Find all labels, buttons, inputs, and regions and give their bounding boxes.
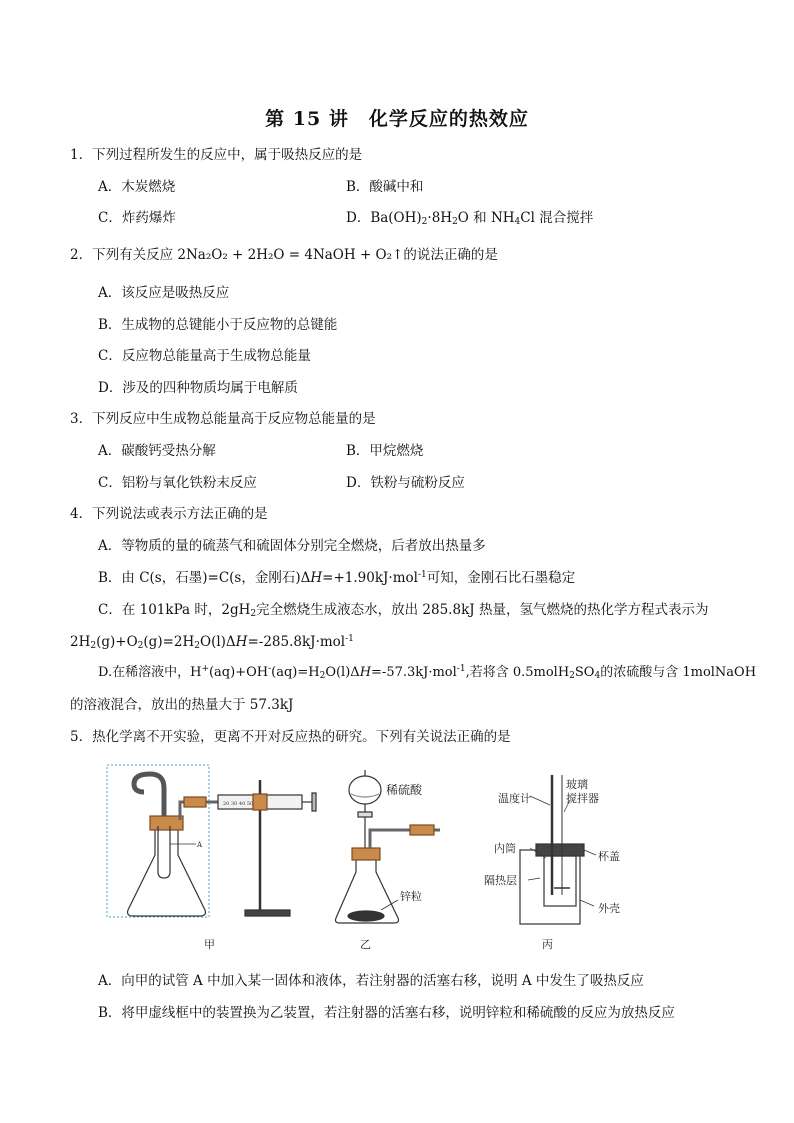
q2-equation: 2Na₂O₂ + 2H₂O = 4NaOH + O₂↑ [177,247,404,263]
q1-option-b: B．酸碱中和 [346,179,424,195]
syringe-stand [218,780,316,916]
label-insulation: 隔热层 [484,874,517,887]
separatory-funnel [349,776,381,804]
q3-option-a: A．碳酸钙受热分解 [98,443,216,459]
q4-option-c-line2: $2H_2(g)+O_2(g)=2H_2O(l)\Delta H=-285.8kJ\cdot mol^{-1}$ [70,634,354,651]
label-lid: 杯盖 [598,850,620,863]
label-zinc: 锌粒 [400,890,422,903]
q2-option-d: D．涉及的四种物质均属于电解质 [98,380,298,396]
q2-stem: 2．下列有关反应 2Na₂O₂ + 2H₂O = 4NaOH + O₂↑的说法正确的是 [70,247,498,263]
q5-option-b: B．将甲虚线框中的装置换为乙装置，若注射器的活塞右移，说明锌粒和稀硫酸的反应为放热反应 [98,1005,675,1021]
label-stirrer-2: 搅拌器 [566,792,599,805]
q3-option-b: B．甲烷燃烧 [346,443,424,459]
label-thermometer: 温度计 [498,792,531,805]
q4-option-b: B．由 C(s，石墨)=C(s，金刚石)ΔH=+1.90kJ·mol$^{-1}$可知，金刚石比石墨稳定 [98,570,576,586]
stand-base [245,910,290,916]
label-shell: 外壳 [598,902,620,915]
apparatus-jia [107,765,218,917]
caption-yi: 乙 [360,938,371,951]
outer-shell [520,850,580,924]
test-tube-a [158,826,170,878]
q4-stem: 4．下列说法或表示方法正确的是 [70,506,268,522]
label-a: A [197,841,203,849]
q1-stem: 1．下列过程所发生的反应中，属于吸热反应的是 [70,147,363,163]
caption-jia: 甲 [204,938,215,951]
inner-cup [544,856,576,906]
q1-option-d: D．$Ba(OH)_2\cdot 8H_2O$ 和 $NH_4Cl$ 混合搅拌 [346,210,594,227]
q4-option-d-line1: D.在稀溶液中，$H^+(aq)+OH^-(aq)=H_2O(l)\Delta H=-57.3kJ\cdot mol^{-1}$,若将含 $0.5molH_2SO_4$的浓硫酸与含 1molNaOH [98,664,757,681]
page-title: 第 15 讲 化学反应的热效应 [265,108,529,130]
q2-option-a: A．该反应是吸热反应 [98,285,230,301]
q5-stem: 5．热化学离不开实验，更离不开对反应热的研究。下列有关说法正确的是 [70,729,511,745]
zinc-granules [348,911,384,921]
q4-option-c-line1: C．在 101kPa 时，$2gH_2$完全燃烧生成液态水，放出 285.8kJ 热量，氢气燃烧的热化学方程式表示为 [98,602,709,619]
q3-option-c: C．铝粉与氧化铁粉末反应 [98,475,257,491]
conical-flask [128,830,206,916]
label-dilute-acid: 稀硫酸 [386,783,423,797]
q2-option-c: C．反应物总能量高于生成物总能量 [98,348,311,364]
label-inner: 内筒 [494,842,516,855]
q1-option-a: A．木炭燃烧 [98,179,176,195]
cup-lid [536,844,584,856]
q4-option-a: A．等物质的量的硫蒸气和硫固体分别完全燃烧，后者放出热量多 [98,538,486,554]
stopper [150,816,183,830]
q4-option-d-line2: 的溶液混合，放出的热量大于 57.3kJ [70,697,294,713]
caption-bing: 丙 [542,938,553,951]
q2-option-b: B．生成物的总键能小于反应物的总键能 [98,317,338,333]
q3-option-d: D．铁粉与硫粉反应 [346,475,465,491]
q1-option-c: C．炸药爆炸 [98,210,176,226]
q3-stem: 3．下列反应中生成物总能量高于反应物总能量的是 [70,411,376,427]
svg-text:20 30 40 50: 20 30 40 50 [223,801,254,807]
apparatus-figure [100,760,700,960]
q5-option-a: A．向甲的试管 A 中加入某一固体和液体，若注射器的活塞右移，说明 A 中发生了吸热反应 [98,973,644,989]
label-stirrer-1: 玻璃 [566,778,588,791]
